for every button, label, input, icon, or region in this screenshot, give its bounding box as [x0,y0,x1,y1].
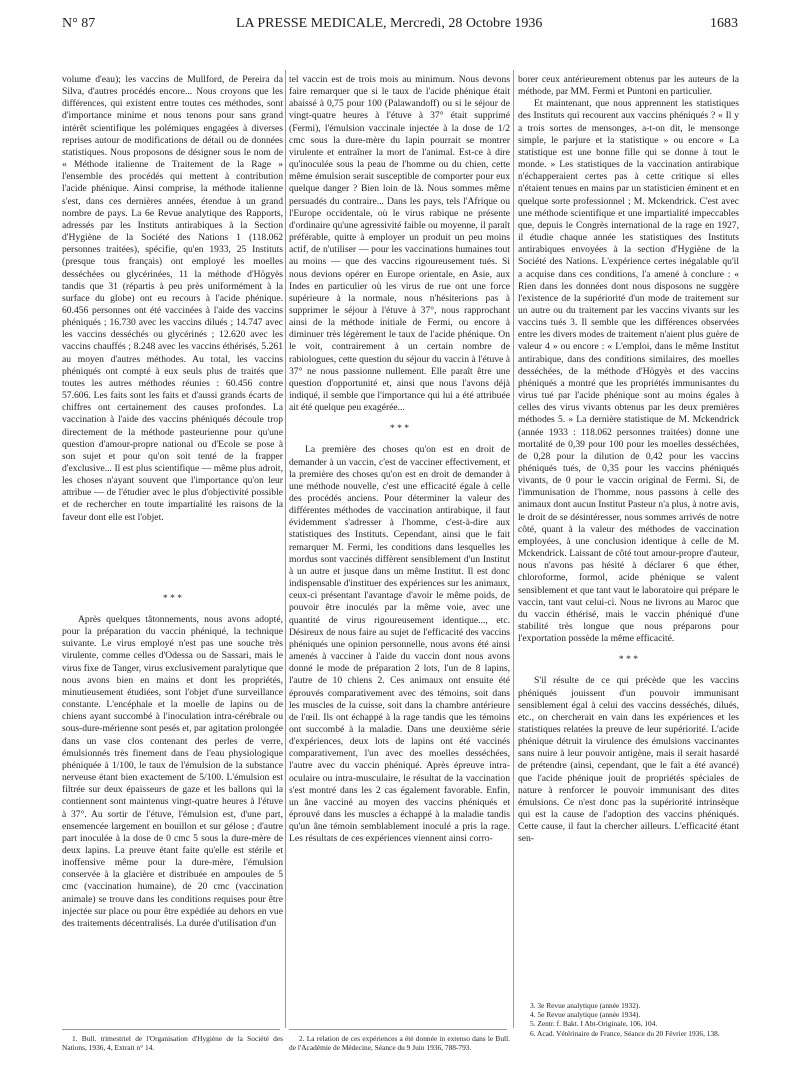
footnote-block-2 [289,1034,510,1052]
footnote: 6. Acad. Vétérinaire de France, Séance du 20 Février 1936, 138. [530,1028,720,1038]
footnote-rule-1 [62,1029,280,1030]
column-rule-2 [513,70,514,1028]
footnote-block-1 [62,1034,283,1052]
column-1-top [62,74,283,580]
footnote: 3. 3e Revue analytique (année 1932). [530,1001,641,1010]
column-rule-1 [285,70,286,1028]
paragraph: Après quelques tâtonnements, nous avons adopté, pour la préparation du vaccin phéniqué, la technique suivante. Le virus employé n'est pas une souche très virulente, comme celles d'Odessa ou de Sassari, mais le virus fixe de Tanger, virus exclusivement paralytique que nous avons bien en mains et dont les propriétés, minutieusement étudiées, sont l'objet d'une surveillance constante. L'encéphale et la moelle de lapins ou de chiens ayant succombé à l'inoculation intra-cérébrale ou sous-dure-mérienne sont pesés et, par agitation prolongée dans un vase clos contenant des perles de verre, émulsionnés très finement dans de l'eau physiologique phéniquée à 1/100, le taux de l'émulsion de la substance nerveuse étant bien exactement de 5/100. L'émulsion est filtrée sur deux épaisseurs de gaze et les ballons qui la contiennent sont maintenus vingt-quatre heures à l'étuve à 37°. Au sortir de l'étuve, l'émulsion est, d'une part, ensemencée largement en bouillon et sur gélose ; d'autre part inoculée à la dose de 0 cmc 5 sous la dure-mère de deux lapins. La preuve étant faite qu'elle est stérile et inoffensive même pour la dure-mère, l'émulsion conservée à la glacière et distribuée en ampoules de 5 cmc (vaccination humaine), de 20 cmc (vaccination animale) se trouve dans les conditions requises pour être injectée sur place ou pour être expédiée au dehors en vue des traitements décentralisés. La durée d'utilisation d'un [62,614,283,929]
paragraph: tel vaccin est de trois mois au minimum. Nous devons faire remarquer que si le taux de l'acide phénique était abaissé à 0,75 pour 100 (Palawandoff) ou si le séjour de vingt-quatre heures à l'étuve à 37° était supprimé (Fermi), l'émulsion vaccinale injectée à la dose de 1/2 cmc sous la dure-mère du lapin pourrait se montrer virulente et entraîner la mort de l'animal. Est-ce à dire qu'inoculée sous la peau de l'homme ou du chien, cette même émulsion serait susceptible de comporter pour eux quelque danger ? Bien loin de là. Nous sommes même persuadés du contraire... Dans les pays, tels l'Afrique ou l'Europe occidentale, où le virus rabique ne présente d'ordinaire qu'une agressivité faible ou moyenne, il paraît préférable, quitte à employer un produit un peu moins actif, de n'utiliser — pour les vaccinations humaines tout au moins — que des vaccins rigoureusement tués. Si nous devions opérer en Europe orientale, en Asie, aux Indes en particulier où les virus de rue ont une force supérieure à la normale, nous n'hésiterions pas à supprimer le séjour à l'étuve à 37°, nous rapprochant ainsi de la méthode initiale de Fermi, ou encore à diminuer très légèrement le taux de l'acide phénique. On le voit, contrairement à un certain nombre de rabiologues, cette question du séjour du vaccin à l'étuve à 37° ne nous passionne nullement. Elle paraît être une question d'opportunité et, ainsi que nous l'avons déjà indiqué, il semble que l'importance qui lui a été attribuée ait été quelque peu exagérée... [289,74,510,414]
footnote: 2. La relation de ces expériences a été donnée in extenso dans le Bull. de l'Académie de Médecine, Séance du 9 Juin 1936, 788-793. [289,1034,510,1053]
paragraph: Et maintenant, que nous apprennent les statistiques des Instituts qui recourent aux vaccins phéniqués ? « Il y a trois sortes de mensonges, a-t-on dit, le mensonge simple, le parjure et la statistique » ou encore « La statistique est une bonne fille qui se donne à tout le monde. » Les statistiques de la vaccination antirabique n'échapperaient certes pas à cette critique si elles n'étaient tenues en mains par un statisticien éminent et en quelque sorte professionnel ; M. Mckendrick. C'est avec une méthode scientifique et une impartialité impeccables que, depuis le Congrès international de la rage en 1927, il étudie chaque année les statistiques des Instituts antirabiques envoyées à la section d'Hygiène de la Société des Nations. L'expérience certes inégalable qu'il a acquise dans ces conditions, l'a amené à conclure : « Rien dans les données dont nous disposons ne suggère l'existence de la supériorité d'un mode de traitement sur un autre ou du traitement par les vaccins vivants sur les vaccins tués 3. Il semble que les différences observées entre les divers modes de traitement n'aient plus guère de valeur 4 » ou encore : « L'emploi, dans le même Institut antirabique, dans des conditions similaires, des moelles desséchées, de la méthode d'Högyès et des vaccins phéniqués a montré que les propriétés immunisantes du virus tué par l'acide phénique sont au moins égales à celles des virus vivants obtenus par les deux premières méthodes 5. » La dernière statistique de M. Mckendrick (année 1933 : 118.062 personnes traitées) donne une mortalité de 0,39 pour 100 pour les moelles desséchées, de 0,28 pour la dilution de 0,42 pour les vaccins phéniqués tués, de 0,35 pour les vaccins phéniqués vivants, de 0 pour le vaccin original de Fermi. Si, de l'immunisation de l'homme, nous passons à celle des animaux dont aucun Institut Pasteur n'a plus, à notre avis, le droit de se désintéresser, nous sommes arrivés de notre côté, quant à la valeur des méthodes de vaccination employées, à une conclusion identique à celle de M. Mckendrick. Laissant de côté tout amour-propre d'auteur, nous n'avons pas hésité à déclarer 6 que éther, chloroforme, formol, acide phénique se valent sensiblement et que tant vaut le laboratoire qui prépare le vaccin, tant vaut celui-ci. Nous ne livrons au Maroc que du vaccin éthérisé, mais le vaccin phéniqué d'une stabilité très longue que nous préparons pour l'exportation possède la même efficacité. [518,98,739,645]
column-1-bottom [62,584,283,1044]
paragraph: La première des choses qu'on est en droit de demander à un vaccin, c'est de vacciner effectivement, et la première des choses qu'on est en droit de demander à une méthode nouvelle, c'est une efficacité égale à celle des procédés anciens. Pour déterminer la valeur des différentes méthodes de vaccination antirabique, il faut évidemment s'adresser à l'homme, c'est-à-dire aux statistiques des Instituts. Cependant, ainsi que le fait remarquer M. Fermi, les conditions dans lesquelles les mordus sont vaccinés diffèrent sensiblement d'un Institut à un autre et jusque dans un même Institut. Il est donc indispensable d'instituer des expériences sur les animaux, ceux-ci présentant l'avantage d'avoir le même poids, de pouvoir être inoculés par la même voie, avec une quantité de virus rigoureusement identique..., etc. Désireux de nous faire au sujet de l'efficacité des vaccins phéniqués une opinion personnelle, nous avons été ainsi amenés à vacciner à l'aide du vaccin dont nous avons donné le mode de préparation 2 lots, l'un de 8 lapins, l'autre de 10 chiens 2. Ces animaux ont ensuite été éprouvés comparativement avec des témoins, soit dans les muscles de la cuisse, soit dans la chambre antérieure de l'œil. Ils ont échappé à la rage tandis que les témoins ont succombé à la maladie. Dans une deuxième série d'expériences, deux lots de lapins ont été vaccinés comparativement, l'un avec des moelles desséchées, l'autre avec du vaccin phéniqué. Après épreuve intra-oculaire ou intra-musculaire, le résultat de la vaccination s'est montré dans les 2 cas également favorable. Enfin, un âne vacciné au moyen des vaccins phéniqués et éprouvé dans les muscles a échappé à la maladie tandis qu'un âne témoin semblablement inoculé a pris la rage. Les résultats de ces expériences viennent ainsi corro- [289,444,510,845]
section-separator: * * * [389,423,410,435]
section-separator: * * * [618,654,639,666]
paragraph: S'il résulte de ce qui précède que les vaccins phéniqués jouissent d'un pouvoir immunisant sensiblement égal à celui des vaccins desséchés, dilués, etc., on chercherait en vain dans les expériences et les statistiques relatées la preuve de leur supériorité. L'acide phénique détruit la virulence des émulsions vaccinantes sans nuire à leur pouvoir antigène, mais il serait hasardé de prétendre (ainsi, cependant, que le fait a été avancé) que l'acide phénique jouit de propriétés spéciales de nature à renforcer le pouvoir immunisant des dites émulsions. Ce n'est donc pas la supériorité intrinsèque qui est la cause de l'adoption des vaccins phéniqués. Cette cause, il faut la chercher ailleurs. L'efficacité étant sen- [518,675,739,845]
issue-number: N° 87 [62,16,96,31]
page-number: 1683 [710,16,738,31]
footnote-rule-2 [289,1029,507,1030]
section-separator: * * * [162,593,183,604]
footnote: 1. Bull. trimestriel de l'Organisation d'Hygiène de la Société des Nations, 1936, 4, Extrait n° 14. [62,1034,283,1053]
footnote: 4. 5e Revue analytique (année 1934). [530,1010,641,1020]
footnote: 5. Zentr. f. Bakt. I Abt-Originale, 106, 104. [530,1019,658,1029]
column-3 [518,74,739,1029]
paragraph: borer ceux antérieurement obtenus par les auteurs de la méthode, par MM. Fermi et Puntoni en particulier. [518,74,739,98]
journal-title: LA PRESSE MEDICALE, Mercredi, 28 Octobre 1936 [236,16,543,31]
footnote-block-3 [518,1001,739,1038]
page-header [62,16,738,38]
paragraph: volume d'eau); les vaccins de Mullford, de Pereira da Silva, d'autres procédés encore... Nous croyons que les différences, qui existent entre toutes ces méthodes, sont d'importance minime et nous tenons pour sans grand intérêt scientifique les polémiques engagées à diverses reprises autour de modifications de détail ou de données statistiques. Nous proposons de désigner sous le nom de « Méthode italienne de Traitement de la Rage » l'ensemble des procédés qui mettent à contribution l'acide phénique. Ainsi comprise, la méthode italienne s'est, dans ces dernières années, étendue à un grand nombre de pays. La 6e Revue analytique des Rapports, adressés par les Instituts antirabiques à la Section d'Hygiène de la Société des Nations 1 (118.062 personnes traitées), spécifie, qu'en 1933, 25 Instituts (presque tous français) ont employé les moelles desséchées ou glycérinées, 11 la méthode d'Högyès tandis que 31 (répartis à peu près uniformément à la surface du globe) ont eu recours à l'acide phénique. 60.456 personnes ont été vaccinées à l'aide des vaccins phéniqués ; 16.730 avec les vaccins dilués ; 14.747 avec les vaccins desséchés ou glycérinés ; 12.620 avec les vaccins chauffés ; 8.248 avec les vaccins éthérisés, 5.261 au moyen d'autres méthodes. Au total, les vaccins phéniqués ont compté à eux seuls plus de traités que toutes les autres méthodes réunies : 60.456 contre 57.606. Les faits sont les faits et d'aussi grands écarts de chiffres ont certainement des causes profondes. La vaccination à l'aide des vaccins phéniqués découle trop directement de la méthode pasteurienne pour qu'une question d'amour-propre national ou d'Ecole se pose à son sujet et pour qu'on soit tenté de la frapper d'exclusive... Il est plus scientifique — même plus adroit, les choses n'ayant souvent que l'importance qu'on leur attribue — de l'étudier avec le plus d'objectivité possible et de rechercher en toute impartialité les raisons de la faveur dont elle est l'objet. [62,74,283,523]
column-2 [289,74,510,1029]
